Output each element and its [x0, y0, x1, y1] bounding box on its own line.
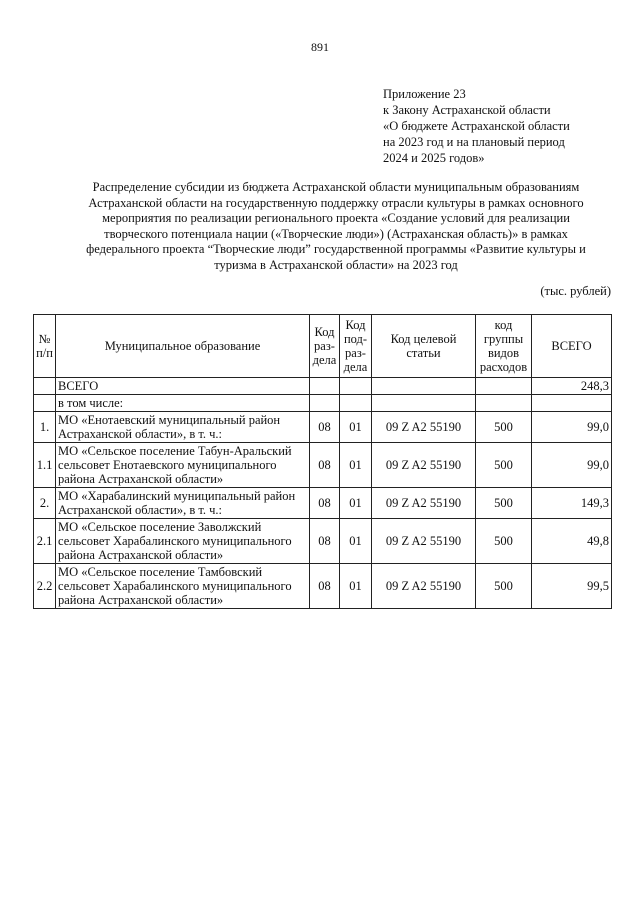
document-title: [60, 180, 612, 273]
table-row-including: [34, 395, 612, 412]
header-text: дела: [343, 360, 368, 374]
row-expense-group: 500: [476, 443, 532, 488]
row-expense-group: 500: [476, 564, 532, 609]
row-municipality: [56, 412, 310, 443]
title-line: Распределение субсидии из бюджета Астраханской области муниципальным образованиям: [92, 180, 580, 194]
header-text: Код: [314, 325, 335, 339]
appendix-line: «О бюджете Астраханской области: [383, 119, 570, 133]
row-subsection: 01: [340, 443, 372, 488]
row-expense-group: 500: [476, 519, 532, 564]
row-municipality: [56, 519, 310, 564]
header-text: дела: [312, 353, 337, 367]
table-row: [34, 412, 612, 443]
row-section: 08: [310, 443, 340, 488]
row-subsection: 01: [340, 519, 372, 564]
page-number: 891: [311, 40, 329, 54]
header-municipality: Муниципальное образование: [56, 315, 310, 378]
row-target-code: 09 Z A2 55190: [372, 564, 476, 609]
name-line: сельсовет Харабалинского муниципального: [58, 534, 292, 548]
row-municipality: [56, 443, 310, 488]
name-line: МО «Сельское поселение Табун-Аральский: [58, 444, 292, 458]
row-total: 49,8: [532, 519, 612, 564]
name-line: района Астраханской области»: [58, 593, 224, 607]
name-line: района Астраханской области»: [58, 472, 224, 486]
row-subsection: 01: [340, 564, 372, 609]
row-target-code: 09 Z A2 55190: [372, 488, 476, 519]
name-line: МО «Сельское поселение Тамбовский: [58, 565, 263, 579]
row-section: 08: [310, 519, 340, 564]
header-text: №: [38, 332, 51, 346]
header-text: под-: [343, 332, 368, 346]
table-cell: [476, 378, 532, 395]
row-target-code: 09 Z A2 55190: [372, 412, 476, 443]
row-total: 149,3: [532, 488, 612, 519]
row-expense-group: 500: [476, 488, 532, 519]
table-cell: [310, 395, 340, 412]
row-subsection: 01: [340, 488, 372, 519]
header-text: Код: [345, 318, 366, 332]
units-label: (тыс. рублей): [540, 284, 611, 298]
header-num: [34, 315, 56, 378]
appendix-line: к Закону Астраханской области: [383, 103, 551, 117]
name-line: Астраханской области», в т. ч.:: [58, 427, 223, 441]
table-header-row: [34, 315, 612, 378]
row-num: 2.: [34, 488, 56, 519]
table-row: [34, 519, 612, 564]
appendix-block: [383, 86, 623, 166]
row-num: 1.1: [34, 443, 56, 488]
table-cell: [340, 395, 372, 412]
table-row: [34, 443, 612, 488]
row-num: 1.: [34, 412, 56, 443]
row-section: 08: [310, 564, 340, 609]
header-text: группы: [483, 332, 524, 346]
name-line: Астраханской области», в т. ч.:: [58, 503, 223, 517]
title-line: туризма в Астраханской области» на 2023 год: [214, 257, 458, 272]
grand-total-value: 248,3: [532, 378, 612, 395]
name-line: района Астраханской области»: [58, 548, 224, 562]
table-cell: [532, 395, 612, 412]
row-municipality: [56, 564, 310, 609]
row-municipality: [56, 488, 310, 519]
row-section: 08: [310, 412, 340, 443]
header-text: код: [494, 318, 513, 332]
table-row: [34, 564, 612, 609]
header-subsection-code: [340, 315, 372, 378]
row-total: 99,5: [532, 564, 612, 609]
row-num: 2.1: [34, 519, 56, 564]
header-total: ВСЕГО: [532, 315, 612, 378]
name-line: МО «Сельское поселение Заволжский: [58, 520, 262, 534]
name-line: МО «Харабалинский муниципальный район: [58, 489, 296, 503]
header-target-code: [372, 315, 476, 378]
appendix-line: 2024 и 2025 годов»: [383, 151, 485, 165]
header-text: расходов: [479, 360, 528, 374]
header-text: статьи: [406, 346, 441, 360]
appendix-line: Приложение 23: [383, 87, 466, 101]
name-line: сельсовет Харабалинского муниципального: [58, 579, 292, 593]
table-cell: [476, 395, 532, 412]
appendix-line: на 2023 год и на плановый период: [383, 135, 565, 149]
table-cell: [310, 378, 340, 395]
table-cell: [340, 378, 372, 395]
row-target-code: 09 Z A2 55190: [372, 519, 476, 564]
title-line: мероприятия по реализации регионального проекта «Создание условий для реализации: [102, 211, 570, 225]
header-text: п/п: [36, 346, 53, 360]
title-line: творческого потенциала нации («Творческие люди») (Астраханская область)» в рамках: [104, 226, 568, 241]
row-total: 99,0: [532, 443, 612, 488]
header-text: раз-: [314, 339, 335, 353]
header-text: раз-: [345, 346, 366, 360]
row-num: 2.2: [34, 564, 56, 609]
name-line: МО «Енотаевский муниципальный район: [58, 413, 281, 427]
table-cell: [372, 395, 476, 412]
table-cell: [34, 395, 56, 412]
row-target-code: 09 Z A2 55190: [372, 443, 476, 488]
table-cell: [34, 378, 56, 395]
row-expense-group: 500: [476, 412, 532, 443]
table-row: [34, 488, 612, 519]
including-label: в том числе:: [56, 395, 310, 412]
row-subsection: 01: [340, 412, 372, 443]
row-total: 99,0: [532, 412, 612, 443]
title-line: Астраханской области на государственную поддержку отрасли культуры в рамках основного: [88, 195, 584, 210]
header-text: Код целевой: [390, 332, 457, 346]
table-cell: [372, 378, 476, 395]
subsidy-table: [33, 314, 612, 609]
total-label: ВСЕГО: [56, 378, 310, 395]
header-expense-group: [476, 315, 532, 378]
header-section-code: [310, 315, 340, 378]
title-line: федерального проекта “Творческие люди” государственной программы «Развитие культуры и: [86, 242, 586, 256]
row-section: 08: [310, 488, 340, 519]
table-row-total: [34, 378, 612, 395]
header-text: видов: [487, 346, 520, 360]
name-line: сельсовет Енотаевского муниципального: [58, 458, 277, 472]
